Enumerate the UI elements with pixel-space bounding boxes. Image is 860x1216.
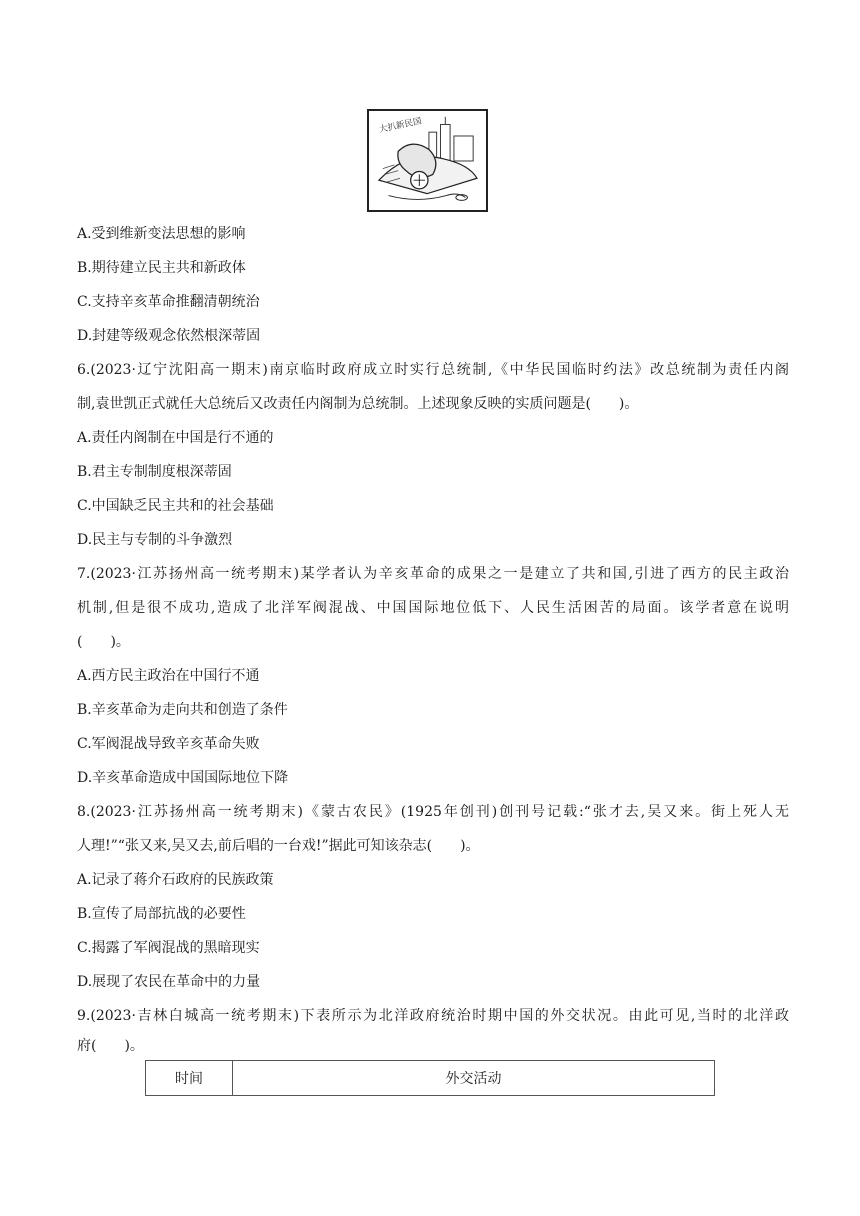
q7-stem-line-3: ( )。	[77, 634, 130, 650]
q8-stem-line-1: 8.(2023·江苏扬州高一统考期末)《蒙古农民》(1925年创刊)创刊号记载:“张才去,吴又来。街上死人无	[77, 804, 789, 820]
q6-option-b: B.君主专制制度根深蒂固	[77, 464, 232, 480]
q6-option-c: C.中国缺乏民主共和的社会基础	[77, 498, 274, 514]
q7-option-c: C.军阀混战导致辛亥革命失败	[77, 736, 260, 752]
q9-stem-line-1: 9.(2023·吉林白城高一统考期末)下表所示为北洋政府统治时期中国的外交状况。由此可见,当时的北洋政	[77, 1008, 789, 1024]
q9-table	[145, 1060, 715, 1096]
cartoon-handwriting: 大扒新民国	[378, 116, 423, 136]
q7-option-d: D.辛亥革命造成中国国际地位下降	[77, 770, 289, 786]
q9-stem-line-2: 府( )。	[77, 1038, 144, 1054]
q6-stem-line-1: 6.(2023·辽宁沈阳高一期末)南京临时政府成立时实行总统制,《中华民国临时约法》改总统制为责任内阁	[77, 362, 789, 378]
q6-option-a: A.责任内阁制在中国是行不通的	[77, 430, 274, 446]
q7-stem-line-1: 7.(2023·江苏扬州高一统考期末)某学者认为辛亥革命的成果之一是建立了共和国,引进了西方的民主政治	[77, 566, 789, 582]
q8-option-c: C.揭露了军阀混战的黑暗现实	[77, 940, 260, 956]
table-header-time: 时间	[146, 1061, 233, 1096]
q6-option-d: D.民主与专制的斗争激烈	[77, 532, 233, 548]
q6-stem-line-2: 制,袁世凯正式就任大总统后又改责任内阁制为总统制。上述现象反映的实质问题是( )。	[77, 396, 639, 412]
q8-option-d: D.展现了农民在革命中的力量	[77, 974, 261, 990]
q5-option-d: D.封建等级观念依然根深蒂固	[77, 328, 261, 344]
q5-option-a: A.受到维新变法思想的影响	[77, 226, 246, 242]
table-header-row	[146, 1061, 715, 1096]
q8-option-b: B.宣传了局部抗战的必要性	[77, 906, 246, 922]
cartoon-illustration	[367, 109, 488, 212]
q8-option-a: A.记录了蒋介石政府的民族政策	[77, 872, 274, 888]
q8-stem-line-2: 人理!”“张又来,吴又去,前后唱的一台戏!”据此可知该杂志( )。	[77, 838, 480, 854]
table-header-activity: 外交活动	[233, 1061, 715, 1096]
q7-stem-line-2: 机制,但是很不成功,造成了北洋军阀混战、中国国际地位低下、人民生活困苦的局面。该学者意在说明	[77, 600, 789, 616]
q5-option-c: C.支持辛亥革命推翻清朝统治	[77, 294, 260, 310]
q5-option-b: B.期待建立民主共和新政体	[77, 260, 246, 276]
q7-option-a: A.西方民主政治在中国行不通	[77, 668, 260, 684]
q7-option-b: B.辛亥革命为走向共和创造了条件	[77, 702, 288, 718]
